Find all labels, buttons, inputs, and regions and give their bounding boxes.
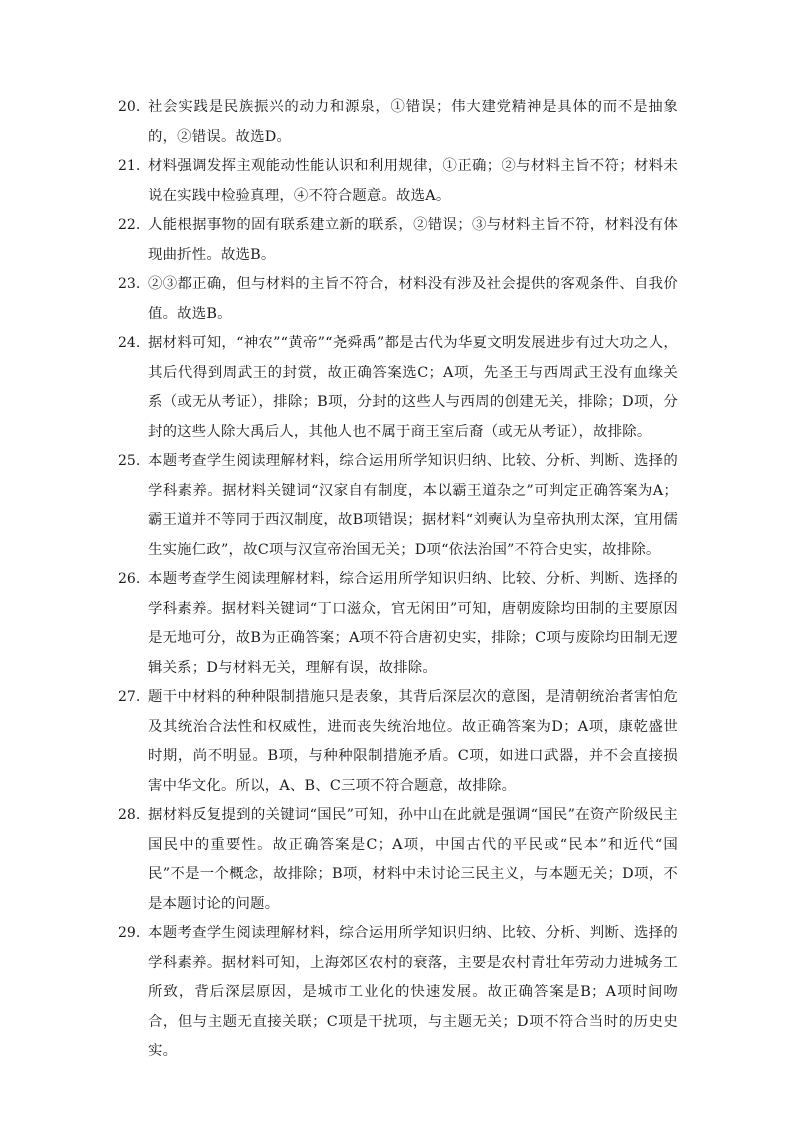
answer-item-22 — [118, 211, 678, 270]
answer-item-25 — [118, 447, 678, 565]
answer-text: 本题考查学生阅读理解材料，综合运用所学知识归纳、比较、分析、判断、选择的学科素养。据材料关键词“丁口滋众，官无闲田”可知，唐朝废除均田制的主要原因是无地可分，故B为正确答案；A项不符合唐初史实，排除；C项与废除均田制无逻辑关系；D与材料无关，理解有误，故排除。 — [148, 571, 678, 676]
answer-number: 24. — [118, 335, 141, 351]
answer-item-29 — [118, 919, 678, 1067]
answer-text: 题干中材料的种种限制措施只是表象，其背后深层次的意图，是清朝统治者害怕危及其统治合法性和权威性，进而丧失统治地位。故正确答案为D；A项，康乾盛世时期，尚不明显。B项，与种种限制措施矛盾。C项，如进口武器，并不会直接损害中华文化。所以，A、B、C三项不符合题意，故排除。 — [148, 689, 678, 794]
answer-text: 本题考查学生阅读理解材料，综合运用所学知识归纳、比较、分析、判断、选择的学科素养。据材料关键词“汉家自有制度，本以霸王道杂之”可判定正确答案为A；霸王道并不等同于西汉制度，故B项错误；据材料“刘奭认为皇帝执刑太深，宜用儒生实施仁政”，故C项与汉宣帝治国无关；D项“依法治国”不符合史实，故排除。 — [148, 453, 678, 558]
answer-text: 材料强调发挥主观能动性能认识和利用规律，①正确；②与材料主旨不符；材料未说在实践中检验真理，④不符合题意。故选A。 — [148, 158, 678, 204]
answer-item-28 — [118, 801, 678, 919]
answer-number: 20. — [118, 99, 141, 115]
answer-text: 本题考查学生阅读理解材料，综合运用所学知识归纳、比较、分析、判断、选择的学科素养。据材料可知，上海郊区农村的衰落，主要是农村青壮年劳动力进城务工所致，背后深层原因，是城市工业化的快速发展。故正确答案是B；A项时间吻合，但与主题无直接关联；C项是干扰项，与主题无关；D项不符合当时的历史史实。 — [148, 925, 678, 1059]
answer-text: ②③都正确，但与材料的主旨不符合，材料没有涉及社会提供的客观条件、自我价值。故选B。 — [148, 276, 678, 322]
answer-number: 22. — [118, 217, 141, 233]
answer-text: 社会实践是民族振兴的动力和源泉，①错误；伟大建党精神是具体的而不是抽象的，②错误。故选D。 — [148, 99, 678, 145]
answer-text: 据材料反复提到的关键词“国民”可知，孙中山在此就是强调“国民”在资产阶级民主国民中的重要性。故正确答案是C；A项，中国古代的平民或“民本”和近代“国民”不是一个概念，故排除；B项，材料中未讨论三民主义，与本题无关；D项，不是本题讨论的问题。 — [148, 807, 678, 912]
answer-list — [118, 93, 678, 1067]
answer-number: 27. — [118, 689, 141, 705]
answer-number: 25. — [118, 453, 141, 469]
answer-item-27 — [118, 683, 678, 801]
answer-number: 29. — [118, 925, 141, 941]
answer-item-24 — [118, 329, 678, 447]
answer-number: 23. — [118, 276, 141, 292]
answer-number: 26. — [118, 571, 141, 587]
answer-item-21 — [118, 152, 678, 211]
answer-text: 据材料可知，“神农”“黄帝”“尧舜禹”都是古代为华夏文明发展进步有过大功之人，其后代得到周武王的封赏，故正确答案选C；A项，先圣王与西周武王没有血缘关系（或无从考证），排除；B项，分封的这些人与西周的创建无关，排除；D项，分封的这些人除大禹后人，其他人也不属于商王室后裔（或无从考证），故排除。 — [148, 335, 678, 440]
answer-item-20 — [118, 93, 678, 152]
answer-number: 28. — [118, 807, 141, 823]
answer-text: 人能根据事物的固有联系建立新的联系，②错误；③与材料主旨不符，材料没有体现曲折性。故选B。 — [148, 217, 678, 263]
answer-number: 21. — [118, 158, 141, 174]
answer-item-26 — [118, 565, 678, 683]
answer-item-23 — [118, 270, 678, 329]
